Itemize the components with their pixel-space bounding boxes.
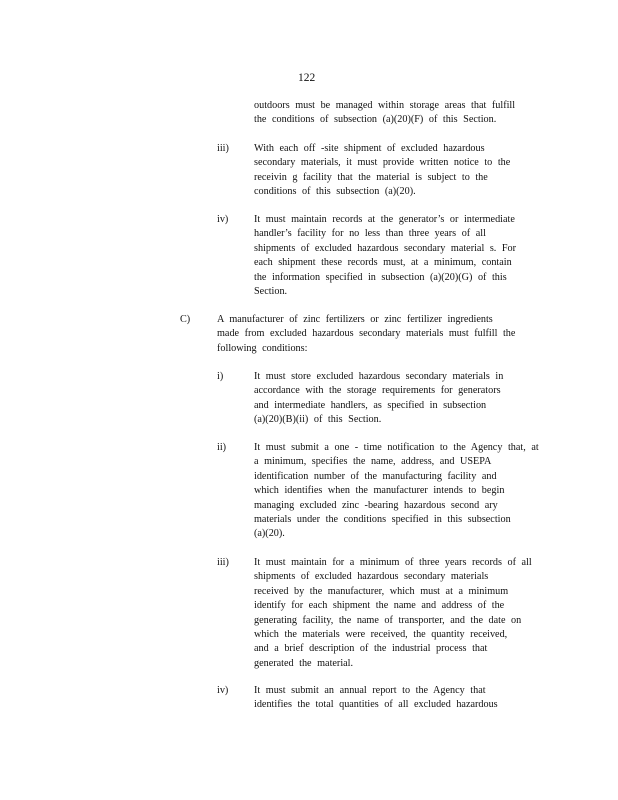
continuation-paragraph: outdoors must be managed within storage areas that fulfill the conditions of subsection (a)(20)(F) of this Section. (254, 100, 516, 126)
item-marker-iii-2: iii) (217, 557, 229, 568)
item-marker-iv-2: iv) (217, 685, 229, 696)
item-iii-2-paragraph: It must maintain for a minimum of three years records of all shipments of excluded hazardous secondary materials received by the manufacturer, which must at a minimum identify for each shipment the name and address of the generating facility, the name of transporter, and the date on which the materials were received, the quantity received, and a brief description of the industrial process that generated the material. (254, 557, 532, 669)
item-marker-iii: iii) (217, 143, 229, 154)
item-iv-paragraph: It must maintain records at the generator’s or intermediate handler’s facility for no less than three years of all shipments of excluded hazardous secondary material s. For each shipment these records must, at a minimum, contain the information specified in subsection (a)(20)(G) of this Section. (254, 214, 517, 298)
item-marker-iv: iv) (217, 214, 229, 225)
item-i-paragraph: It must store excluded hazardous secondary materials in accordance with the storage requirements for generators and intermediate handlers, as specified in subsection (a)(20)(B)(ii) of this Section. (254, 371, 504, 426)
page-number: 122 (298, 72, 316, 84)
section-marker-c: C) (180, 314, 191, 325)
section-c-paragraph: A manufacturer of zinc fertilizers or zinc fertilizer ingredients made from excluded hazardous secondary materials must fulfill the following conditions: (217, 314, 516, 354)
item-ii-paragraph: It must submit a one - time notification to the Agency that, at a minimum, specifies the name, address, and USEPA identification number of the manufacturing facility and which identifies when the manufacturer intends to begin managing excluded zinc -bearing hazardous second ary materials under the conditions specified in this subsection (a)(20). (254, 442, 539, 540)
item-iv-2-paragraph: It must submit an annual report to the Agency that identifies the total quantities of all excluded hazardous (254, 685, 498, 711)
item-marker-i: i) (217, 371, 224, 382)
item-marker-ii: ii) (217, 442, 227, 453)
item-iii-paragraph: With each off -site shipment of excluded hazardous secondary materials, it must provide written notice to the receivin g facility that the material is subject to the conditions of this subsection (a)(20). (254, 143, 511, 198)
